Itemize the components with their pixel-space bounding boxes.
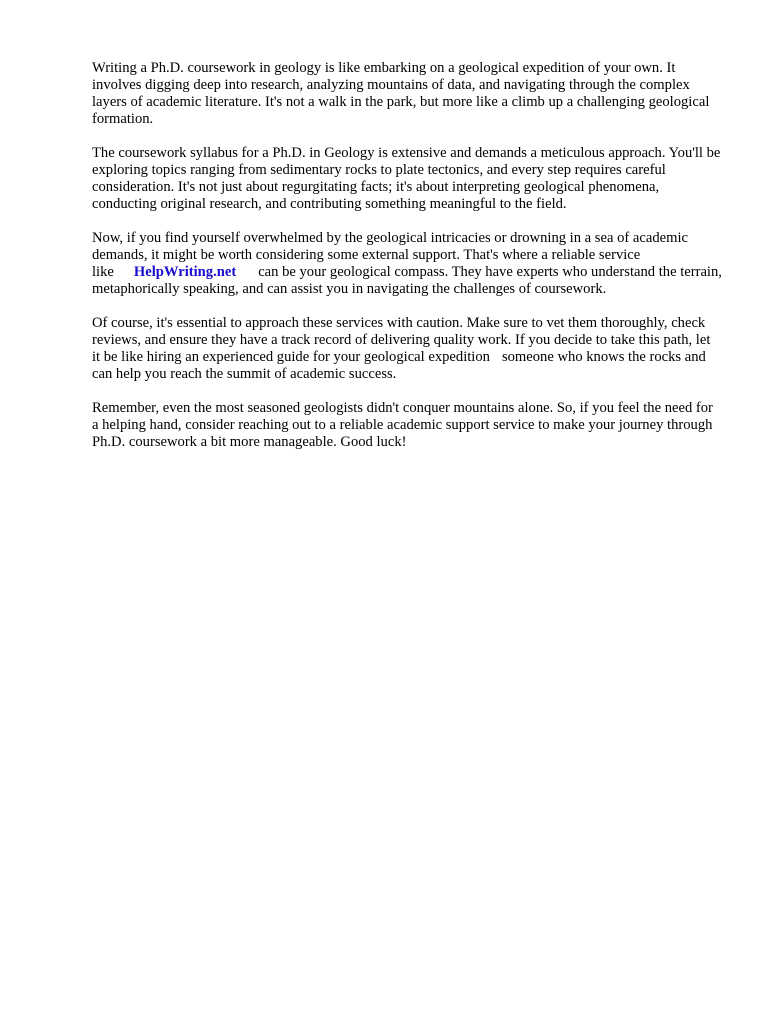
- paragraph-closing: Remember, even the most seasoned geologists didn't conquer mountains alone. So, if you feel the need for a helping hand, consider reaching out to a reliable academic support service to make your journey through Ph.D. coursework a bit more manageable. Good luck!: [92, 400, 713, 450]
- paragraph-support-text-after: can be your geological compass. They have experts who understand the terrain, metaphorically speaking, and can assist you in navigating the challenges of coursework.: [92, 264, 722, 297]
- paragraph-intro: Writing a Ph.D. coursework in geology is like embarking on a geological expedition of your own. It involves digging deep into research, analyzing mountains of data, and navigating through the complex layers of academic literature. It's not a walk in the park, but more like a climb up a challenging geological formation.: [92, 60, 710, 127]
- helpwriting-link[interactable]: HelpWriting.net: [133, 264, 237, 280]
- paragraph-support-text-before: Now, if you find yourself overwhelmed by the geological intricacies or drowning in a sea of academic demands, it might be worth considering some external support. That's where a reliable service like: [92, 230, 688, 280]
- paragraph-caution-text-after: someone who knows the rocks and can help you reach the summit of academic success.: [92, 349, 706, 382]
- paragraph-caution-text-before: Of course, it's essential to approach these services with caution. Make sure to vet them thoroughly, check reviews, and ensure they have a track record of delivering quality work. If you decide to take this path, let it be like hiring an experienced guide for your geological expedition: [92, 315, 711, 365]
- document-page: [92, 60, 722, 468]
- paragraph-syllabus: The coursework syllabus for a Ph.D. in Geology is extensive and demands a meticulous approach. You'll be exploring topics ranging from sedimentary rocks to plate tectonics, and every step requires careful consideration. It's not just about regurgitating facts; it's about interpreting geological phenomena, conducting original research, and contributing something meaningful to the field.: [92, 145, 721, 212]
- paragraph-caution: [92, 315, 722, 383]
- paragraph-support: [92, 230, 722, 298]
